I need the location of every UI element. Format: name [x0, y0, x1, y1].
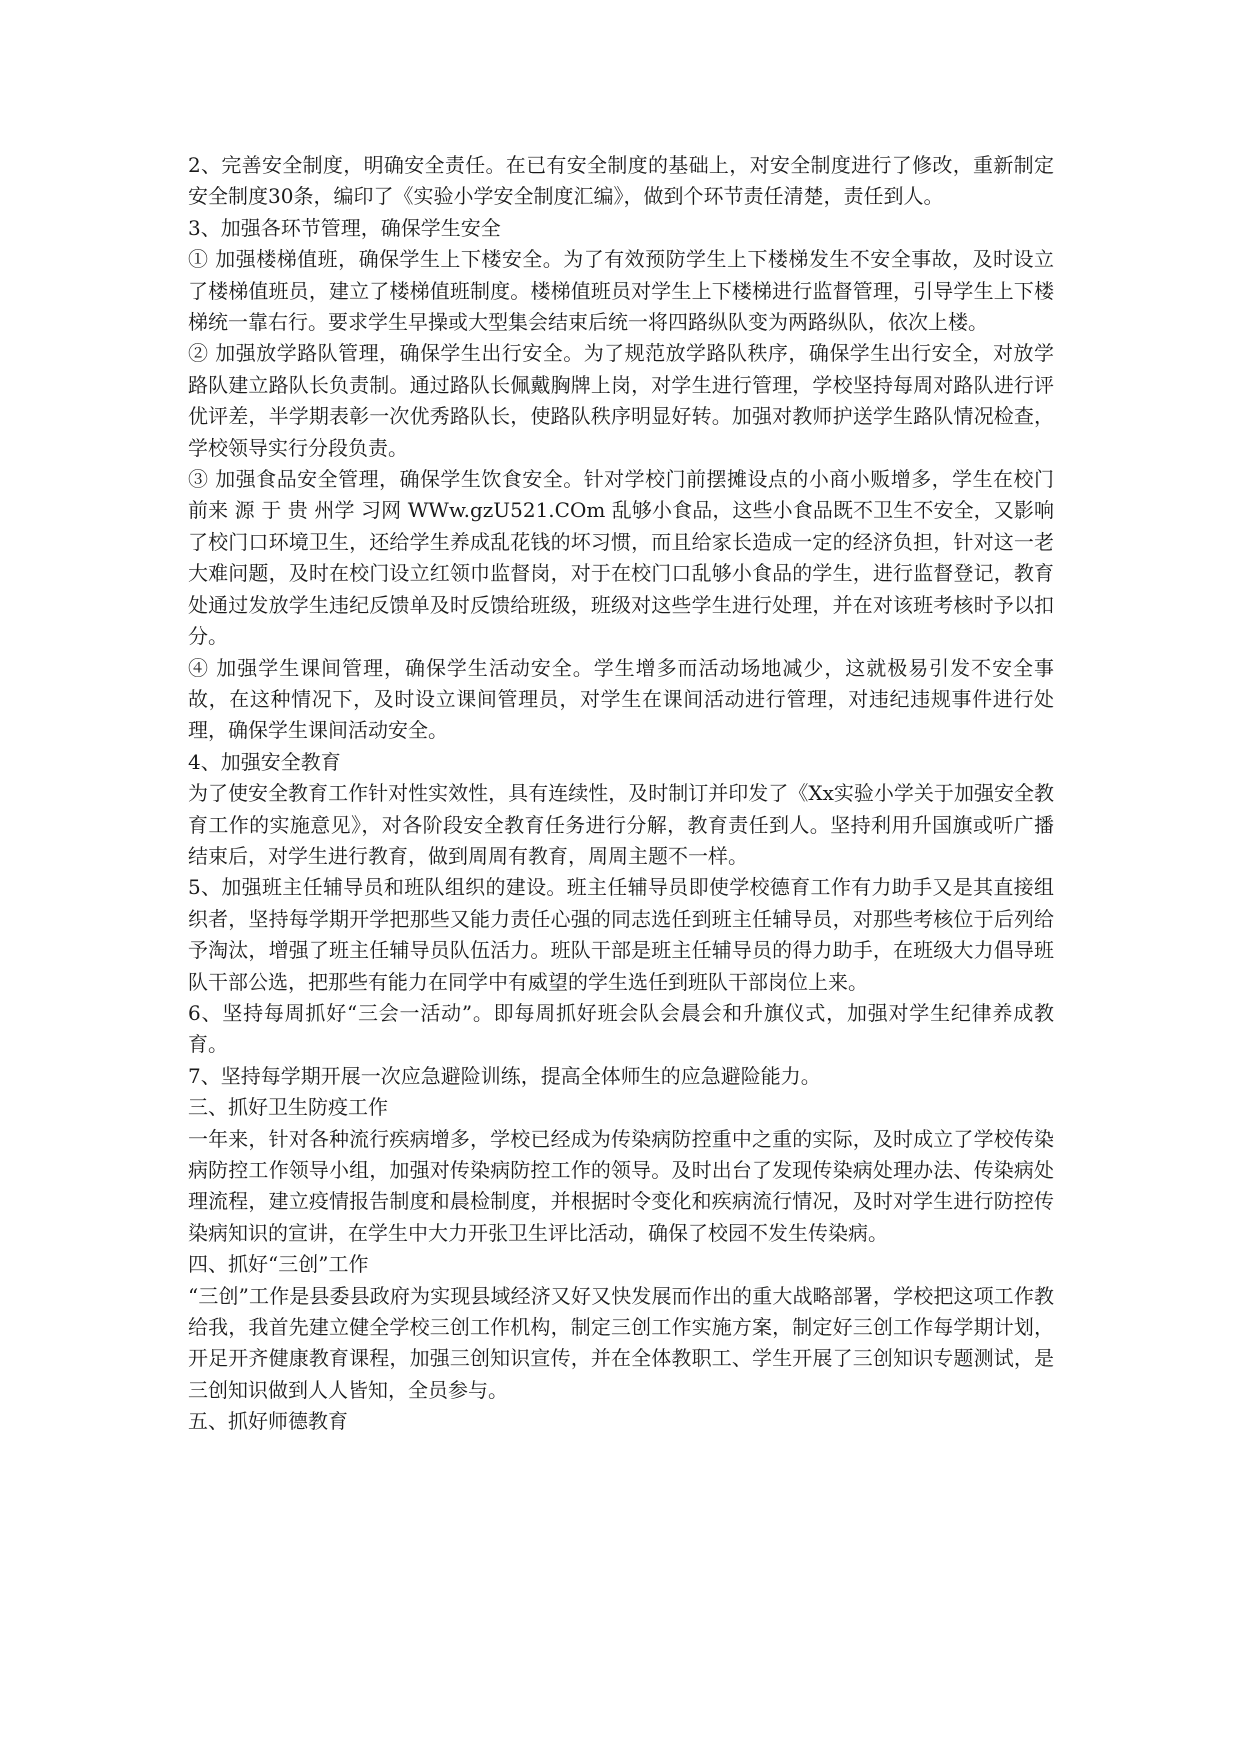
paragraph: 一年来，针对各种流行疾病增多，学校已经成为传染病防控重中之重的实际，及时成立了学校传染病防控工作领导小组，加强对传染病防控工作的领导。及时出台了发现传染病处理办法、传染病处理流程，建立疫情报告制度和晨检制度，并根据时令变化和疾病流行情况，及时对学生进行防控传染病知识的宣讲，在学生中大力开张卫生评比活动，确保了校园不发生传染病。 — [188, 1126, 1054, 1245]
paragraph: 2、完善安全制度，明确安全责任。在已有安全制度的基础上，对安全制度进行了修改，重新制定安全制度30条，编印了《实验小学安全制度汇编》，做到个环节责任清楚，责任到人。 — [188, 153, 1054, 209]
paragraph: ④ 加强学生课间管理，确保学生活动安全。学生增多而活动场地减少，这就极易引发不安全事故，在这种情况下，及时设立课间管理员，对学生在课间活动进行管理，对违纪违规事件进行处理，确保学生课间活动安全。 — [188, 655, 1054, 743]
paragraph: ③ 加强食品安全管理，确保学生饮食安全。针对学校门前摆摊设点的小商小贩增多，学生在校门前来 源 于 贵 州学 习网 WWw.gzU521.COm 乱够小食品，这些小食品既不卫生不安全，又影响了校门口环境卫生，还给学生养成乱花钱的坏习惯，而且给家长造成一定的经济负担，针对这一老大难问题，及时在校门设立红领巾监督岗，对于在校门口乱够小食品的学生，进行监督登记，教育处通过发放学生违纪反馈单及时反馈给班级，班级对这些学生进行处理，并在对该班考核时予以扣分。 — [188, 467, 1054, 649]
document-body — [188, 150, 1054, 1438]
paragraph: “三创”工作是县委县政府为实现县域经济又好又快发展而作出的重大战略部署，学校把这项工作教给我，我首先建立健全学校三创工作机构，制定三创工作实施方案，制定好三创工作每学期计划，开足开齐健康教育课程，加强三创知识宣传，并在全体教职工、学生开展了三创知识专题测试，是三创知识做到人人皆知，全员参与。 — [188, 1283, 1054, 1402]
paragraph: 6、坚持每周抓好“三会一活动”。即每周抓好班会队会晨会和升旗仪式，加强对学生纪律养成教育。 — [188, 1000, 1054, 1057]
paragraph: ② 加强放学路队管理，确保学生出行安全。为了规范放学路队秩序，确保学生出行安全，对放学路队建立路队长负责制。通过路队长佩戴胸牌上岗，对学生进行管理，学校坚持每周对路队进行评优评差，半学期表彰一次优秀路队长，使路队秩序明显好转。加强对教师护送学生路队情况检查，学校领导实行分段负责。 — [188, 341, 1054, 460]
paragraph: ① 加强楼梯值班，确保学生上下楼安全。为了有效预防学生上下楼梯发生不安全事故，及时设立了楼梯值班员，建立了楼梯值班制度。楼梯值班员对学生上下楼梯进行监督管理，引导学生上下楼梯统一靠右行。要求学生早操或大型集会结束后统一将四路纵队变为两路纵队，依次上楼。 — [188, 247, 1054, 335]
paragraph: 为了使安全教育工作针对性实效性，具有连续性，及时制订并印发了《Xx实验小学关于加强安全教育工作的实施意见》，对各阶段安全教育任务进行分解，教育责任到人。坚持利用升国旗或听广播结束后，对学生进行教育，做到周周有教育，周周主题不一样。 — [188, 781, 1054, 868]
paragraph: 5、加强班主任辅导员和班队组织的建设。班主任辅导员即使学校德育工作有力助手又是其直接组织者，坚持每学期开学把那些又能力责任心强的同志选任到班主任辅导员，对那些考核位于后列给予淘汰，增强了班主任辅导员队伍活力。班队干部是班主任辅导员的得力助手，在班级大力倡导班队干部公选，把那些有能力在同学中有威望的学生选任到班队干部岗位上来。 — [188, 875, 1054, 994]
paragraph: 7、坚持每学期开展一次应急避险训练，提高全体师生的应急避险能力。 — [188, 1063, 821, 1088]
paragraph: 三、抓好卫生防疫工作 — [188, 1095, 388, 1120]
paragraph: 四、抓好“三创”工作 — [188, 1252, 369, 1277]
paragraph: 3、加强各环节管理，确保学生安全 — [188, 215, 501, 240]
paragraph: 4、加强安全教育 — [188, 749, 341, 774]
paragraph: 五、抓好师德教育 — [188, 1409, 348, 1434]
